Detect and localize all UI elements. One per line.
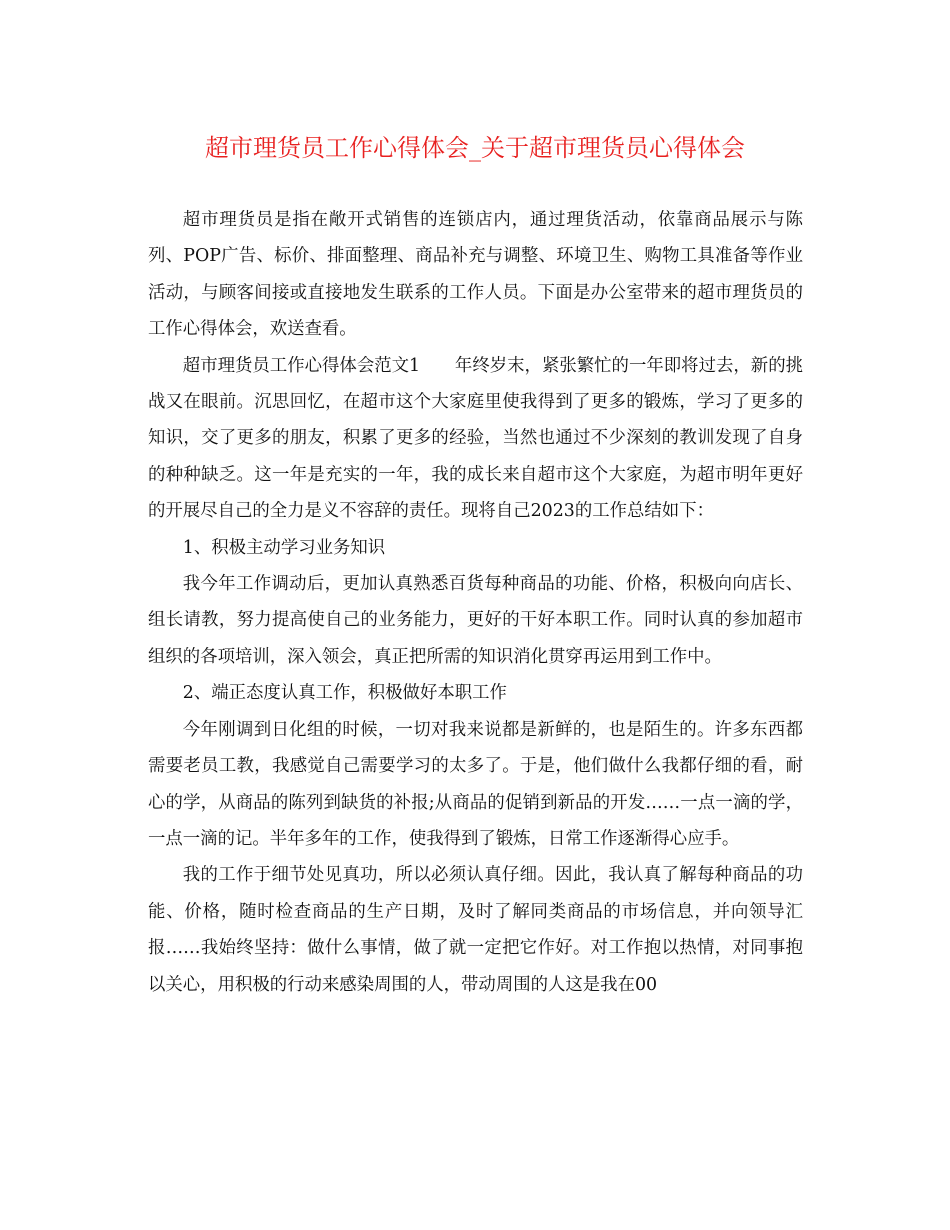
paragraph-intro: 超市理货员是指在敞开式销售的连锁店内，通过理货活动，依靠商品展示与陈列、POP广告、标价、排面整理、商品补充与调整、环境卫生、购物工具准备等作业活动，与顾客间接或直接地发生联系的工作人员。下面是办公室带来的超市理货员的工作心得体会，欢送查看。 [148, 210, 803, 340]
document-body [148, 202, 803, 1003]
section-heading-2: 2、端正态度认真工作，积极做好本职工作 [182, 683, 507, 704]
section-heading-1: 1、积极主动学习业务知识 [182, 537, 386, 558]
paragraph-details: 我的工作于细节处见真功，所以必须认真仔细。因此，我认真了解每种商品的功能、价格，随时检查商品的生产日期，及时了解同类商品的市场信息，并向领导汇报……我始终坚持：做什么事情，做了就一定把它作好。对工作抱以热情，对同事抱以关心，用积极的行动来感染周围的人，带动周围的人这是我在00 [148, 865, 803, 995]
paragraph-study: 我今年工作调动后，更加认真熟悉百货每种商品的功能、价格，积极向向店长、组长请教，努力提高使自己的业务能力，更好的干好本职工作。同时认真的参加超市组织的各项培训，深入领会，真正把所需的知识消化贯穿再运用到工作中。 [148, 574, 803, 667]
document-title: 超市理货员工作心得体会_关于超市理货员心得体会 [205, 134, 745, 162]
paragraph-sample-1: 超市理货员工作心得体会范文1 年终岁末，紧张繁忙的一年即将过去，新的挑战又在眼前。沉思回忆，在超市这个大家庭里使我得到了更多的锻炼，学习了更多的知识，交了更多的朋友，积累了更多的经验，当然也通过不少深刻的教训发现了自身的种种缺乏。这一年是充实的一年，我的成长来自超市这个大家庭，为超市明年更好的开展尽自己的全力是义不容辞的责任。现将自己2023的工作总结如下： [148, 355, 803, 522]
paragraph-daily-chemicals: 今年刚调到日化组的时候，一切对我来说都是新鲜的，也是陌生的。许多东西都需要老员工教，我感觉自己需要学习的太多了。于是，他们做什么我都仔细的看，耐心的学，从商品的陈列到缺货的补报;从商品的促销到新品的开发……一点一滴的学，一点一滴的记。半年多年的工作，使我得到了锻炼，日常工作逐渐得心应手。 [148, 719, 803, 849]
